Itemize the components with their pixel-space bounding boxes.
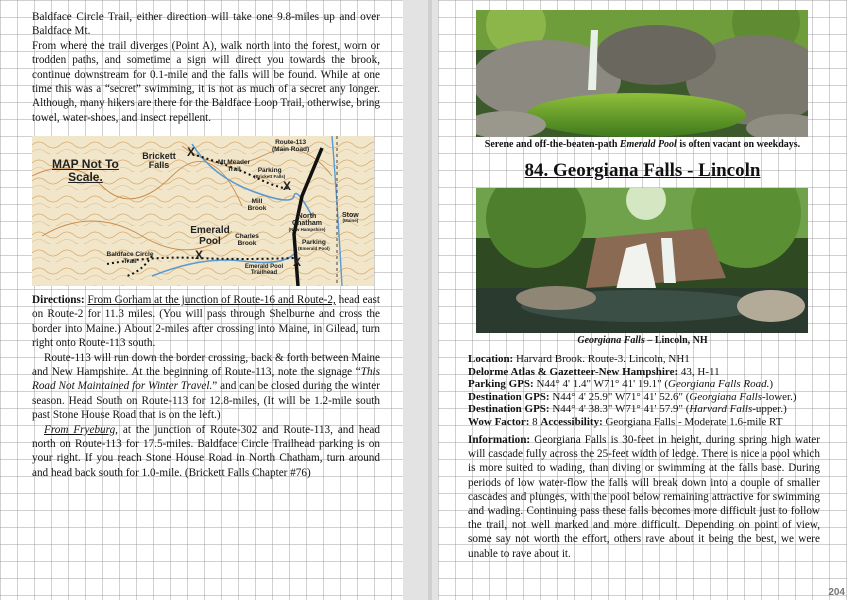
map-marker-parking-emerald: X: [293, 255, 302, 269]
parking-gps-label: Parking GPS:: [468, 378, 534, 391]
emerald-pool-caption: [438, 139, 847, 150]
information-text: [468, 433, 820, 561]
map-label-route-113: [272, 140, 309, 154]
page-edge: [428, 0, 432, 600]
intro-paragraph-2: From where the trail diverges (Point A), walk north into the forest, worn or trodden paths, and sometime a sign will direct you towards the brook, continue downstream for 0.1-mile and the falls will be found. While at one time this was a “secret” swimming, it is not as much of a secret any longer. Although, many hikers are there for the Baldface Loop Trail, otherwise, bring towel, water-shoes, and insect repellent.: [32, 39, 380, 124]
information-body: Georgiana Falls is 30-feet in height, during spring high water will cascade fully across the 25-feet width of ledge. There is nice a pool which is more suited to wading, than diving or swimming at the falls base. During periods of low water-flow the falls will break down into a couple of smaller cascades and plunges, with the pool below remaining attractive for swimming and wading. Continuing pass these falls becomes more difficult just to follow the trail, not well marked and more difficult. Depending on point of view, some say not worth the effort, others rave about it being the best, we were unable to rave about it.: [468, 434, 820, 560]
wow-factor-label: Wow Factor:: [468, 415, 530, 428]
map-marker-brickett: X: [187, 145, 196, 159]
map-label-north-chatham-title: North Chatham: [292, 213, 322, 228]
location-label: Location:: [468, 353, 514, 365]
emerald-pool-photo: [476, 10, 808, 137]
map-marker-parking-brickett: X: [283, 179, 292, 193]
map-label-route-113-sub: (Main Road): [272, 145, 310, 153]
destination-gps-2-label: Destination GPS:: [468, 403, 550, 416]
destination-gps-1-value: N44° 4' 25.9" W71° 41' 52.6" (: [549, 390, 690, 403]
directions-p2-italic: This Road Not Maintained for Winter Travel.: [32, 366, 380, 393]
accessibility-value: Georgiana Falls - Moderate 1.6-mile RT: [602, 415, 783, 428]
directions-p2-b: ” and can be closed during the winter season. Head South on Route-113 for 12.8-miles, (It will be 1.2-mile south past Stone House Road that is on the left.): [32, 380, 380, 422]
map-label-mill-brook: Mill Brook: [247, 198, 267, 212]
atlas-value: 43, H-11: [678, 365, 720, 378]
info-wow-factor: [468, 416, 820, 429]
georgiana-falls-caption: [438, 335, 847, 346]
location-value: Harvard Brook. Route-3. Lincoln, NH1: [513, 353, 690, 365]
parking-gps-italic: Georgiana Falls Road.: [668, 378, 770, 391]
map-label-stow-sub: (Maine): [342, 218, 359, 224]
map-label-parking-brickett: [254, 168, 285, 180]
map-label-mt-meader: Mt Meader Trail: [217, 159, 251, 173]
map-label-brickett-falls: Brickett Falls: [142, 151, 176, 171]
map-label-charles-brook: Charles Brook: [235, 233, 259, 247]
map-label-stow: [342, 212, 359, 224]
georgiana-falls-image: [476, 188, 808, 333]
emerald-pool-image: [476, 10, 808, 137]
info-atlas: [468, 366, 820, 379]
map-label-route-113-title: Route-113: [275, 139, 307, 146]
georgiana-caption-italic: Georgiana Falls: [577, 335, 645, 346]
map-label-north-chatham-sub: (New Hampshire): [288, 226, 326, 232]
destination-gps-2-italic: Harvard Falls: [689, 403, 753, 416]
map-label-emerald-trailhead: Emerald Pool Trailhead: [244, 264, 284, 277]
destination-gps-2-end: -upper.): [752, 403, 787, 416]
emerald-caption-italic: Emerald Pool: [619, 139, 677, 150]
map-label-parking-brickett-sub: (Brickett Falls): [254, 173, 286, 179]
wow-factor-value: 8: [529, 415, 541, 428]
directions-p3-rest: at the junction of Route-302 and Route-113, and head north on Route-113 for 17.5-miles. Baldface Circle Trailhead parking is on your right. If you reach Stone House Road in North Chatham, turn around and head back south for 1.0-mile. (Brickett Falls Chapter #76): [32, 423, 380, 479]
directions-label: Directions:: [32, 294, 85, 306]
map-label-parking-brickett-title: Parking: [257, 167, 282, 174]
trail-map: [32, 136, 374, 286]
intro-paragraph-1: Baldface Circle Trail, either direction will take one 9.8-miles up and over Baldface Mt.: [32, 11, 380, 38]
page-number: 204: [828, 587, 845, 598]
map-label-baldface-trail: Baldface Circle Trail: [106, 251, 154, 265]
atlas-label: Delorme Atlas & Gazetteer-New Hampshire:: [468, 365, 679, 378]
directions-paragraph-2: [32, 351, 380, 423]
map-marker-emerald: X: [195, 248, 204, 262]
info-destination-gps-1: [468, 391, 820, 404]
right-page: [438, 0, 847, 600]
parking-gps-end: ): [769, 378, 774, 391]
directions-p1-rest: head east on Route-2 for 11.3 miles. (You will pass through Shelburne and cross the border into Maine.) About 2-miles after crossing into Maine, in Gilead, turn right onto Route-113 south.: [32, 294, 381, 350]
map-label-parking-emerald-title: Parking: [301, 239, 326, 246]
parking-gps-value: N44° 4' 1.4" W71° 41' 19.1" (: [533, 378, 668, 391]
destination-gps-1-label: Destination GPS:: [468, 390, 550, 403]
map-title-line-1: MAP Not To: [52, 157, 119, 171]
map-label-emerald-pool: Emerald Pool: [190, 225, 230, 247]
map-title: [52, 158, 119, 183]
destination-gps-1-end: -lower.): [762, 390, 797, 403]
left-page: [0, 0, 403, 600]
map-label-parking-emerald: [298, 240, 330, 252]
directions-paragraph-3: [32, 423, 380, 481]
directions-text: [32, 293, 380, 480]
destination-gps-1-italic: Georgiana Falls: [689, 390, 763, 403]
map-title-line-2: Scale.: [68, 169, 103, 184]
georgiana-falls-photo: [476, 188, 808, 333]
intro-text: [32, 10, 380, 125]
directions-paragraph-1: [32, 293, 380, 351]
map-label-parking-emerald-sub: (Emerald Pool): [298, 245, 330, 251]
directions-p3-lead: From Fryeburg,: [44, 423, 118, 436]
information-label: Information:: [468, 434, 531, 446]
chapter-title: 84. Georgiana Falls - Lincoln: [524, 160, 761, 181]
directions-p2-a: Route-113 will run down the border crossing, back & forth between Maine and New Hampshire. At the beginning of Route-113, note the signage “: [32, 351, 380, 379]
information-paragraph: [468, 433, 820, 561]
info-location: [468, 353, 820, 366]
info-parking-gps: [468, 378, 820, 391]
map-label-north-chatham: [288, 213, 326, 232]
accessibility-label: Accessibility:: [540, 415, 603, 428]
emerald-caption-a: Serene and off-the-beaten-path: [484, 139, 620, 150]
info-block: [468, 353, 820, 429]
destination-gps-2-value: N44° 4' 38.3" W71° 41' 57.9" (: [549, 403, 690, 416]
emerald-caption-b: is often vacant on weekdays.: [676, 139, 801, 150]
map-label-stow-title: Stow: [342, 212, 359, 219]
georgiana-caption-rest: – Lincoln, NH: [644, 335, 708, 346]
directions-lead: From Gorham at the junction of Route-16 and Route-2,: [87, 294, 336, 306]
page-gutter: [403, 0, 438, 600]
info-destination-gps-2: [468, 403, 820, 416]
